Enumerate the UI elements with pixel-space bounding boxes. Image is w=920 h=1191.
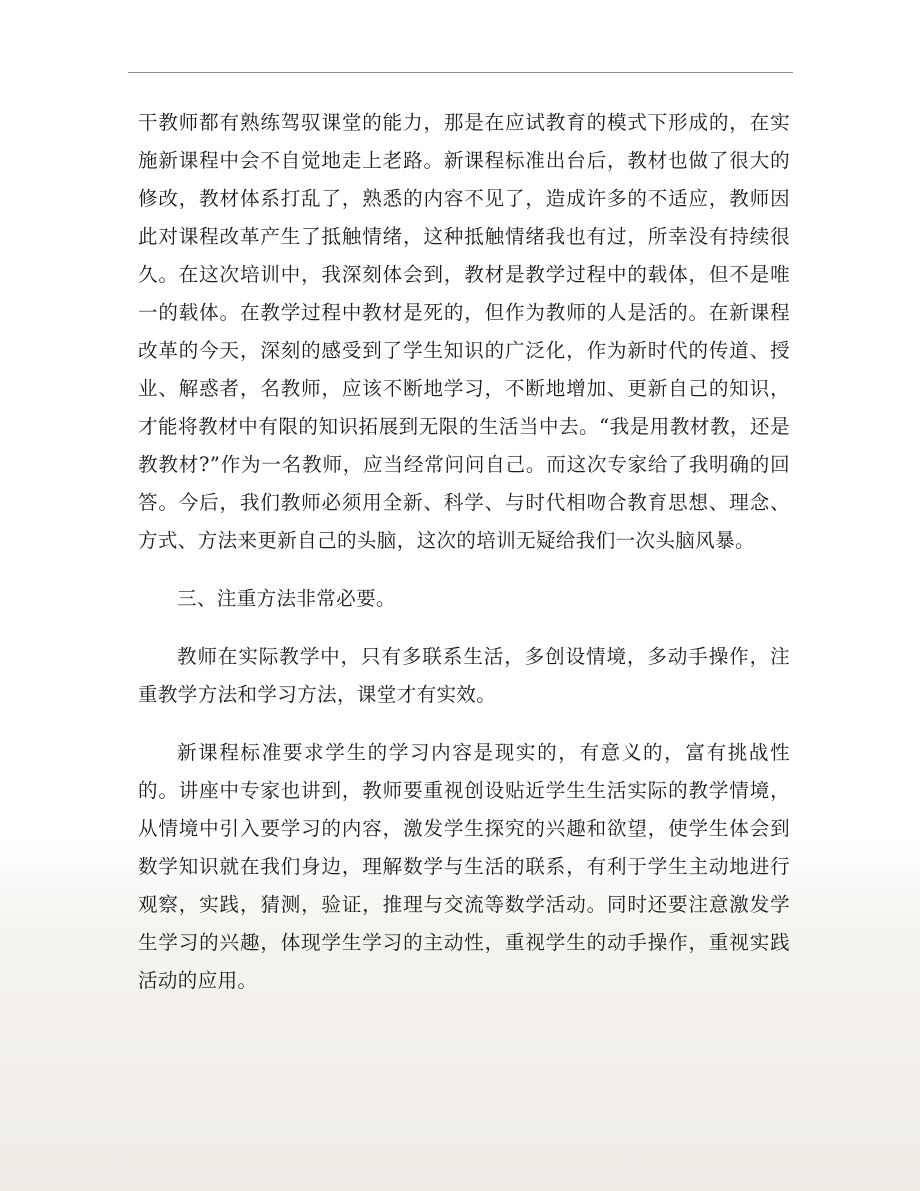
- paragraph-curriculum-standard: 新课程标准要求学生的学习内容是现实的，有意义的，富有挑战性的。讲座中专家也讲到，教师要重视创设贴近学生生活实际的教学情境，从情境中引入要学习的内容，激发学生探究的兴趣和欲望，使学生体会到数学知识就在我们身边，理解数学与生活的联系，有利于学生主动地进行观察，实践，猜测，验证，推理与交流等数学活动。同时还要注意激发学生学习的兴趣，体现学生学习的主动性，重视学生的动手操作，重视实践活动的应用。: [138, 741, 790, 992]
- section-heading-three: 三、注重方法非常必要。: [177, 587, 396, 610]
- document-body: [138, 104, 790, 1000]
- paragraph-continuation: 干教师都有熟练驾驭课堂的能力，那是在应试教育的模式下形成的，在实施新课程中会不自觉地走上老路。新课程标准出台后，教材也做了很大的修改，教材体系打乱了，熟悉的内容不见了，造成许多的不适应，教师因此对课程改革产生了抵触情绪，这种抵触情绪我也有过，所幸没有持续很久。在这次培训中，我深刻体会到，教材是教学过程中的载体，但不是唯一的载体。在教学过程中教材是死的，但作为教师的人是活的。在新课程改革的今天，深刻的感受到了学生知识的广泛化，作为新时代的传道、授业、解惑者，名教师，应该不断地学习，不断地增加、更新自己的知识，才能将教材中有限的知识拓展到无限的生活当中去。“我是用教材教，还是教教材?”作为一名教师，应当经常问问自己。而这次专家给了我明确的回答。今后，我们教师必须用全新、科学、与时代相吻合教育思想、理念、方式、方法来更新自己的头脑，这次的培训无疑给我们一次头脑风暴。: [138, 111, 790, 552]
- paragraph-teaching-practice: 教师在实际教学中，只有多联系生活，多创设情境，多动手操作，注重教学方法和学习方法，课堂才有实效。: [138, 645, 790, 706]
- header-rule: [128, 72, 793, 73]
